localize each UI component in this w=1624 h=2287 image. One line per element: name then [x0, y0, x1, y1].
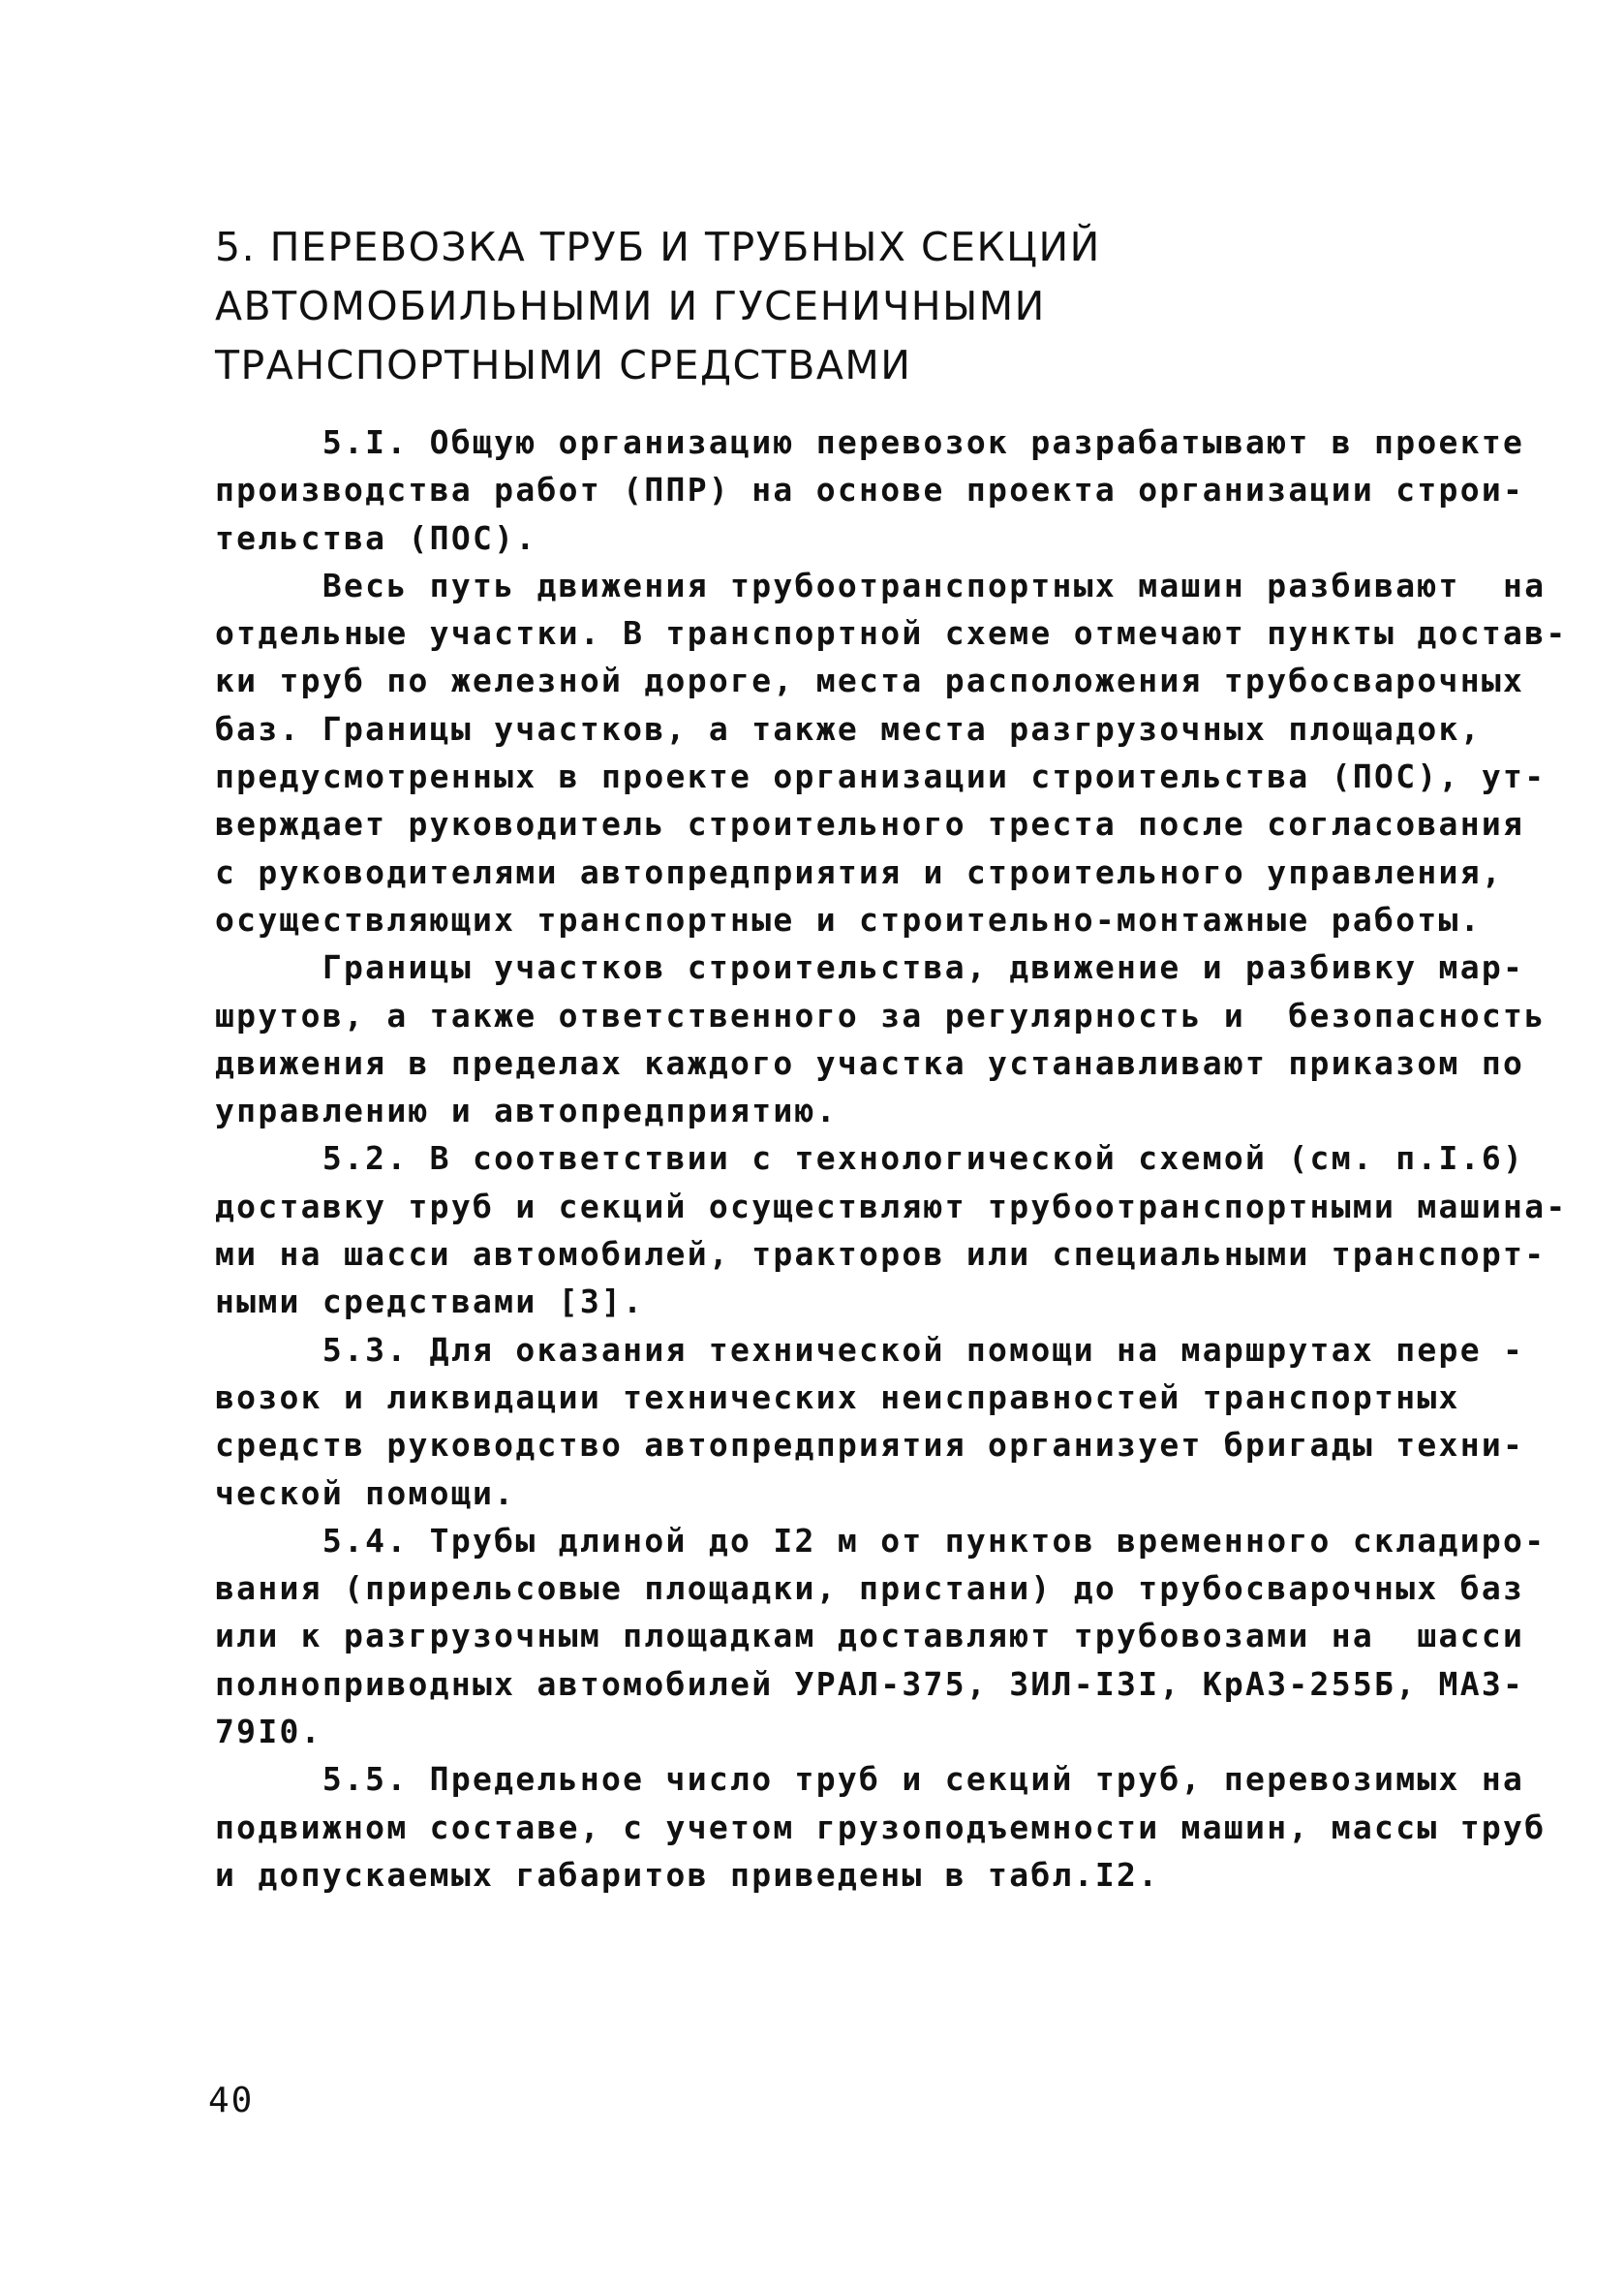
text-line: 5.4. Трубы длиной до I2 м от пунктов временного складиро- — [215, 1521, 1547, 1560]
text-line: 5.3. Для оказания технической помощи на маршрутах пере - — [215, 1330, 1525, 1369]
text-line: с руководителями автопредприятия и строительного управления, — [215, 852, 1504, 891]
text-line: 5.I. Общую организацию перевозок разрабатывают в проекте — [215, 423, 1525, 461]
text-line: шрутов, а также ответственного за регулярность и безопасность — [215, 996, 1547, 1035]
heading-line: ТРАНСПОРТНЫМИ СРЕДСТВАМИ — [215, 342, 912, 388]
body-text — [215, 418, 1568, 1899]
text-line: баз. Границы участков, а также места разгрузочных площадок, — [215, 709, 1482, 748]
text-line: и допускаемых габаритов приведены в табл.I2. — [215, 1855, 1160, 1894]
text-line: или к разгрузочным площадкам доставляют трубовозами на шасси — [215, 1617, 1525, 1655]
text-line: 5.2. В соответствии с технологической схемой (см. п.I.6) — [215, 1139, 1525, 1178]
text-line: 79I0. — [215, 1713, 322, 1751]
text-line: средств руководство автопредприятия организует бригады техни- — [215, 1426, 1525, 1465]
text-line: производства работ (ППР) на основе проекта организации строи- — [215, 471, 1525, 510]
heading-line: 5. ПЕРЕВОЗКА ТРУБ И ТРУБНЫХ СЕКЦИЙ — [215, 224, 1101, 270]
text-line: ки труб по железной дороге, места расположения трубосварочных — [215, 662, 1525, 700]
text-line: ми на шасси автомобилей, тракторов или специальными транспорт- — [215, 1235, 1547, 1274]
text-line: управлению и автопредприятию. — [215, 1092, 838, 1130]
text-line: верждает руководитель строительного треста после согласования — [215, 805, 1525, 844]
text-line: отдельные участки. В транспортной схеме отмечают пункты достав- — [215, 614, 1568, 653]
text-line: возок и ликвидации технических неисправностей транспортных — [215, 1377, 1460, 1416]
heading-line: АВТОМОБИЛЬНЫМИ И ГУСЕНИЧНЫМИ — [215, 283, 1046, 329]
text-line: предусмотренных в проекте организации строительства (ПОС), ут- — [215, 757, 1547, 796]
text-line: вания (прирельсовые площадки, пристани) до трубосварочных баз — [215, 1569, 1525, 1608]
text-line: доставку труб и секций осуществляют трубоотранспортными машина- — [215, 1187, 1568, 1225]
text-line: Весь путь движения трубоотранспортных машин разбивают на — [215, 566, 1547, 604]
text-line: ными средствами [3]. — [215, 1283, 645, 1321]
section-heading — [215, 218, 1280, 395]
text-line: тельства (ПОС). — [215, 518, 537, 557]
text-line: Границы участков строительства, движение и разбивку мар- — [215, 948, 1525, 987]
text-line: полноприводных автомобилей УРАЛ-375, ЗИЛ-I3I, КрАЗ-255Б, МАЗ- — [215, 1664, 1525, 1703]
text-line: подвижном составе, с учетом грузоподъемности машин, массы труб — [215, 1808, 1547, 1846]
text-line: ческой помощи. — [215, 1473, 516, 1512]
text-line: осуществляющих транспортные и строительно-монтажные работы. — [215, 900, 1482, 939]
text-line: движения в пределах каждого участка устанавливают приказом по — [215, 1043, 1525, 1082]
page-number: 40 — [208, 2081, 255, 2120]
text-line: 5.5. Предельное число труб и секций труб, перевозимых на — [215, 1760, 1525, 1799]
